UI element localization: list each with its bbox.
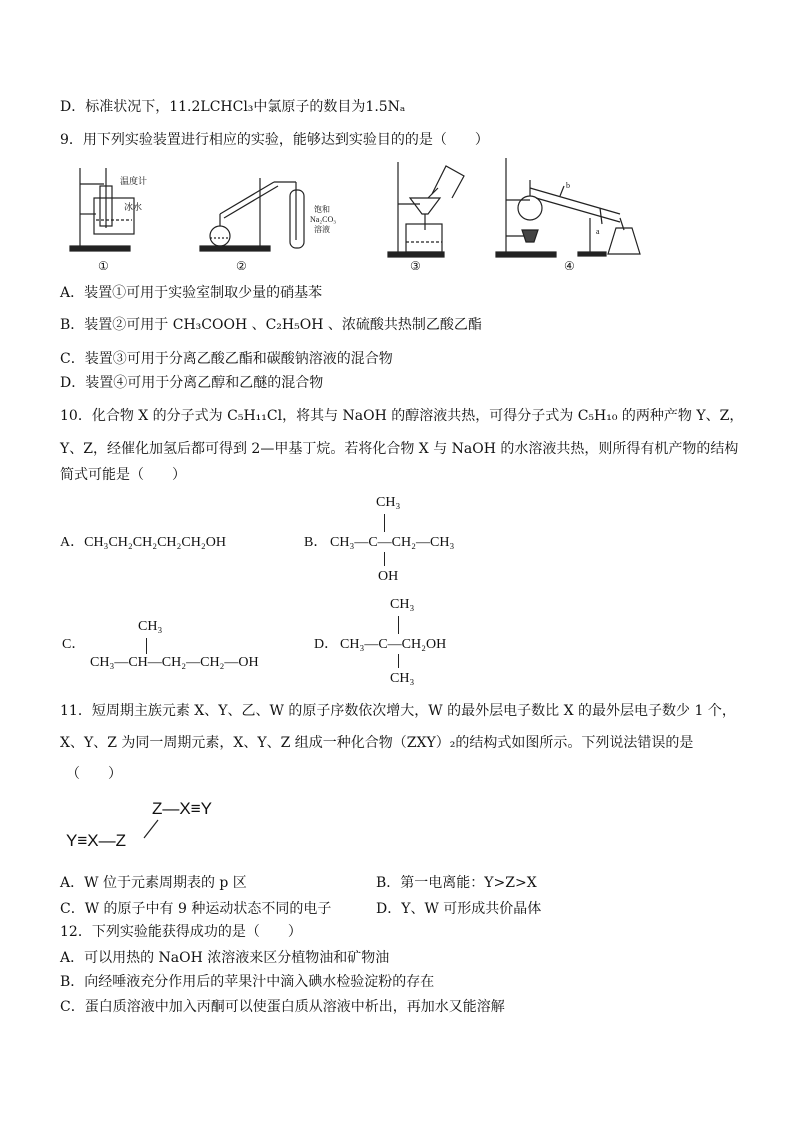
question-11-stem-line-2: X、Y、Z 为同一周期元素，X、Y、Z 组成一种化合物（ZXY）₂的结构式如图所示。下列说法错误的是 xyxy=(60,735,694,751)
question-10-option-d-bond-down xyxy=(398,654,399,668)
question-10-option-d-top: CH₃ xyxy=(390,597,415,612)
question-10-option-b-bottom: OH xyxy=(378,569,399,584)
question-10-option-b-label: B． xyxy=(304,535,328,550)
structure-bottom-fragment: Y≡X—Z xyxy=(66,831,126,850)
solution-label: 溶液 xyxy=(314,225,330,234)
question-9-option-b: B．装置②可用于 CH₃COOH 、C₂H₅OH 、浓硫酸共热制乙酸乙酯 xyxy=(60,317,482,333)
apparatus-label-3: ③ xyxy=(410,259,421,270)
question-11-option-d: D．Y、W 可形成共价晶体 xyxy=(376,901,542,917)
question-11-stem-line-3: （ ） xyxy=(66,766,122,782)
question-10-option-c-label: C． xyxy=(62,637,86,652)
question-10-option-d-main: CH₃—C—CH₂OH xyxy=(340,637,447,652)
question-10-option-c-main: CH₃—CH—CH₂—CH₂—OH xyxy=(90,655,259,670)
apparatus-label-2: ② xyxy=(236,259,247,270)
apparatus-4 xyxy=(496,158,640,257)
option-d-previous: D．标准状况下，11.2LCHCl₃中氯原子的数目为1.5Nₐ xyxy=(60,99,406,115)
thermometer-label: 温度计 xyxy=(120,176,148,186)
apparatus-2 xyxy=(200,178,304,251)
question-11-option-a: A．W 位于元素周期表的 p 区 xyxy=(60,875,247,891)
question-9-option-a: A．装置①可用于实验室制取少量的硝基苯 xyxy=(60,285,323,301)
question-10-option-d-label: D． xyxy=(314,637,339,652)
sodium-carbonate-label: Na₂CO₃ xyxy=(310,215,337,224)
question-9-stem: 9．用下列实验装置进行相应的实验，能够达到实验目的的是（ ） xyxy=(60,132,489,148)
question-10-option-d-bottom: CH₃ xyxy=(390,671,415,686)
apparatus-figure xyxy=(60,158,660,270)
question-12-option-a: A．可以用热的 NaOH 浓溶液来区分植物油和矿物油 xyxy=(60,950,390,966)
question-12-stem: 12．下列实验能获得成功的是（ ） xyxy=(60,924,302,940)
question-10-option-b-top: CH₃ xyxy=(376,495,401,510)
question-11-option-b: B．第一电离能：Y>Z>X xyxy=(376,875,537,891)
question-10-option-c-top: CH₃ xyxy=(138,619,163,634)
condenser-port-a: a xyxy=(596,227,600,236)
question-10-stem-line-3: 简式可能是（ ） xyxy=(60,467,186,483)
question-12-option-c: C．蛋白质溶液中加入丙酮可以使蛋白质从溶液中析出，再加水又能溶解 xyxy=(60,999,505,1015)
question-9-option-d: D．装置④可用于分离乙醇和乙醚的混合物 xyxy=(60,375,324,391)
question-9-option-c: C．装置③可用于分离乙酸乙酯和碳酸钠溶液的混合物 xyxy=(60,351,393,367)
question-11-option-c: C．W 的原子中有 9 种运动状态不同的电子 xyxy=(60,901,332,917)
question-10-option-b-main: CH₃—C—CH₂—CH₃ xyxy=(330,535,455,550)
question-11-stem-line-1: 11．短周期主族元素 X、Y、乙、W 的原子序数依次增大，W 的最外层电子数比 X 的最外层电子数少 1 个， xyxy=(60,703,736,719)
question-10-option-a: A．CH₃CH₂CH₂CH₂CH₂OH xyxy=(60,535,226,550)
apparatus-label-1: ① xyxy=(98,259,109,270)
question-10-stem-line-2: Y、Z，经催化加氢后都可得到 2—甲基丁烷。若将化合物 X 与 NaOH 的水溶液共热，则所得有机产物的结构 xyxy=(60,441,739,457)
question-10-option-c-bond-up xyxy=(146,638,147,654)
question-12-option-b: B．向经唾液充分作用后的苹果汁中滴入碘水检验淀粉的存在 xyxy=(60,974,435,990)
structure-bond-link xyxy=(138,818,168,840)
question-10-option-b-bond-down xyxy=(384,552,385,566)
apparatus-3 xyxy=(388,162,464,257)
apparatus-label-4: ④ xyxy=(564,259,575,270)
ice-water-label: 冰水 xyxy=(124,202,143,212)
saturated-label: 饱和 xyxy=(314,205,330,214)
condenser-port-b: b xyxy=(566,181,570,190)
structure-top-fragment: Z—X≡Y xyxy=(152,799,212,818)
question-10-option-b-bond-up xyxy=(384,514,385,532)
question-10-option-d-bond-up xyxy=(398,616,399,634)
question-10-stem-line-1: 10．化合物 X 的分子式为 C₅H₁₁Cl，将其与 NaOH 的醇溶液共热，可得分子式为 C₅H₁₀ 的两种产物 Y、Z， xyxy=(60,408,744,424)
